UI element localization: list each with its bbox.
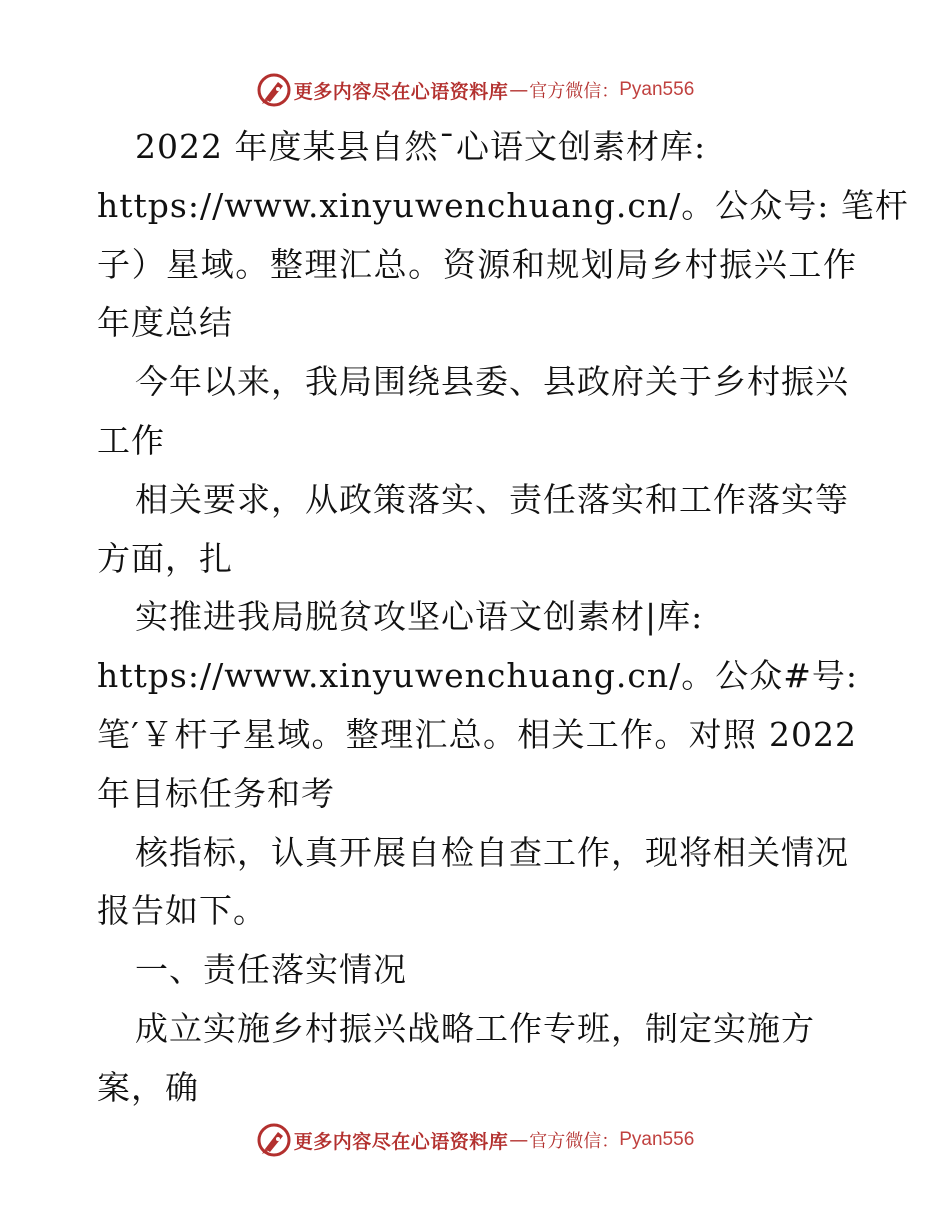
header-wechat-label: 官方微信： <box>529 81 620 102</box>
title-line-1: 2022 年度某县自然¯心语文创素材库: <box>135 127 707 166</box>
document-body <box>97 118 909 1118</box>
footer-dash: — <box>509 1129 529 1151</box>
title-line-2: https://www.xinyuwenchuang.cn/。公众号: 笔杆 <box>97 185 909 225</box>
pen-logo-icon <box>256 1122 292 1158</box>
paragraph-line: 核指标，认真开展自检自查工作，现将相关情况 <box>135 832 849 872</box>
footer-brand-text: 更多内容尽在心语资料库 <box>293 1130 509 1153</box>
footer-wechat-id: Pyan556 <box>619 1129 695 1150</box>
header-brand-text: 更多内容尽在心语资料库 <box>293 80 509 103</box>
pen-logo-icon <box>256 72 292 108</box>
paragraph-line: 工作 <box>97 420 165 460</box>
section-heading: 一、责任落实情况 <box>135 950 407 990</box>
paragraph-line: 今年以来，我局围绕县委、县政府关于乡村振兴 <box>135 362 849 402</box>
header-banner <box>0 70 950 110</box>
header-dash: — <box>509 79 529 101</box>
paragraph-line: 案，确 <box>97 1067 199 1107</box>
paragraph-line: https://www.xinyuwenchuang.cn/。公众#号: <box>97 656 859 696</box>
title-line-3: 子）星域。整理汇总。资源和规划局乡村振兴工作 <box>97 244 857 284</box>
paragraph-line: 相关要求，从政策落实、责任落实和工作落实等 <box>135 479 849 519</box>
title-line-4: 年度总结 <box>97 303 233 343</box>
paragraph-line: 实推进我局脱贫攻坚心语文创素材|库: <box>135 597 704 637</box>
footer-wechat-label: 官方微信： <box>529 1131 620 1152</box>
paragraph-line: 笔′￥杆子星域。整理汇总。相关工作。对照 2022 <box>97 714 857 754</box>
footer-banner <box>0 1120 950 1160</box>
paragraph-line: 方面，扎 <box>97 538 233 578</box>
paragraph-line: 报告如下。 <box>97 891 267 931</box>
paragraph-line: 年目标任务和考 <box>97 773 335 813</box>
header-wechat-id: Pyan556 <box>619 79 695 100</box>
paragraph-line: 成立实施乡村振兴战略工作专班，制定实施方 <box>135 1008 815 1048</box>
